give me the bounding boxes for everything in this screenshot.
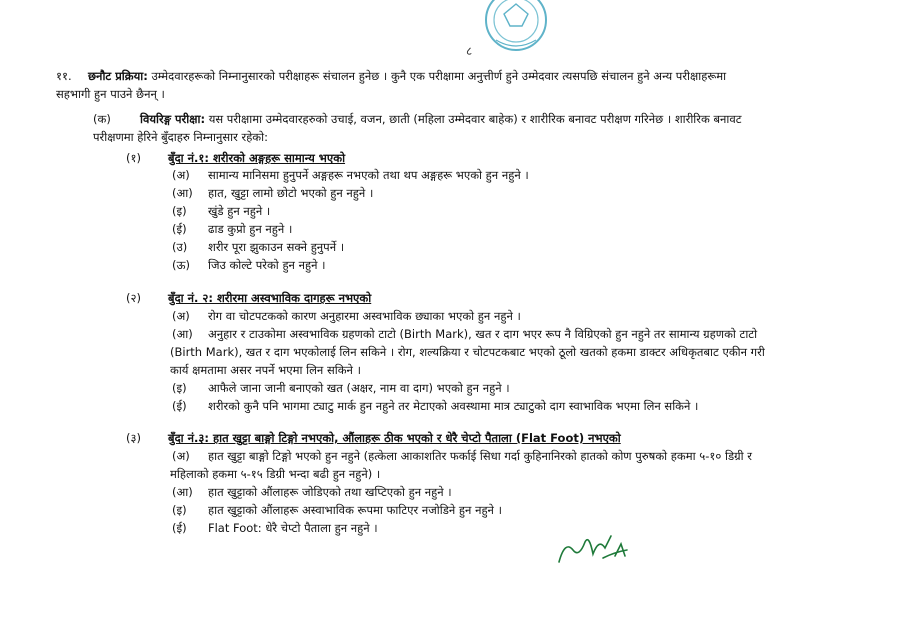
- point1-number: (१): [126, 151, 141, 165]
- ka-line1-text: यस परीक्षामा उम्मेदवारहरुको उचाई, वजन, छाती (महिला उम्मेदवार बाहेक) र शारीरिक बनावट परीक्षण गरिनेछ । शारीरिक बनावट: [208, 112, 742, 126]
- list-item: Flat Foot: धेरै चेप्टो पैताला हुन नहुने ।: [208, 521, 378, 535]
- list-item: रोग वा चोटपटकको कारण अनुहारमा अस्वभाविक छ्याका भएको हुन नहुने ।: [208, 309, 521, 323]
- list-item-label: (ई): [172, 222, 187, 236]
- list-item: हात खुट्टाको औंलाहरू अस्वाभाविक रूपमा फाटिएर नजोडिने हुन नहुने ।: [208, 503, 502, 517]
- point2-number: (२): [126, 291, 141, 305]
- list-item-label: (ऊ): [172, 258, 191, 272]
- ka-line2: परीक्षणमा हेरिने बुँदाहरु निम्नानुसार रहेको:: [93, 130, 268, 144]
- list-item: हात खुट्टा बाङ्गो टिङ्गो भएको हुन नहुने (हत्केला आकाशतिर फर्काई सिधा गर्दा कुहिनानिरको हातको कोण पुरुषको हकमा ५-१० डिग्री र: [208, 449, 752, 463]
- section-intro-line1: उम्मेदवारहरूको निम्नानुसारको परीक्षाहरू संचालन हुनेछ । कुनै एक परीक्षामा अनुत्तीर्ण हुने उम्मेदवार त्यसपछि संचालन हुने अन्य परीक्षाहरूमा: [151, 69, 727, 83]
- ka-title: वियरिङ्ग परीक्षा:: [140, 112, 206, 126]
- ka-line1: [140, 112, 742, 127]
- list-item: शरीरको कुनै पनि भागमा ट्याटु मार्क हुन नहुने तर मेटाएको अवस्थामा मात्र ट्याटुको दाग स्वाभाविक भएमा लिन सकिने ।: [208, 399, 699, 413]
- list-item-label: (आ): [172, 186, 193, 200]
- list-item: हात खुट्टाको औंलाहरू जोडिएको तथा खप्टिएको हुन नहुने ।: [208, 485, 452, 499]
- section-title: [88, 69, 726, 84]
- list-item: जिउ कोल्टे परेको हुन नहुने ।: [208, 258, 326, 272]
- point3-number: (३): [126, 431, 141, 445]
- page-number: ८: [466, 44, 473, 58]
- signature: [555, 528, 635, 570]
- section-number: ११.: [56, 69, 72, 83]
- list-item-label: (इ): [172, 204, 187, 218]
- point2-title: बुँदा नं. २: शरीरमा अस्वभाविक दागहरू नभएको: [168, 291, 372, 305]
- list-item: शरीर पूरा झुकाउन सक्ने हुनुपर्ने ।: [208, 240, 345, 254]
- list-item: अनुहार र टाउकोमा अस्वभाविक ग्रहणको टाटो (Birth Mark), खत र दाग भएर रूप नै विग्रिएको हुन नहुने तर सामान्य ग्रहणको टाटो: [208, 327, 758, 341]
- point1-title: बुँदा नं.१: शरीरको अङ्गहरू सामान्य भएको: [168, 151, 346, 165]
- section-title-label: छनौट प्रक्रिया:: [88, 69, 148, 83]
- section-intro-line2: सहभागी हुन पाउने छैनन् ।: [56, 87, 165, 101]
- list-item: सामान्य मानिसमा हुनुपर्ने अङ्गहरू नभएको तथा थप अङ्गहरू भएको हुन नहुने ।: [208, 168, 529, 182]
- list-item: हात, खुट्टा लामो छोटो भएको हुन नहुने ।: [208, 186, 374, 200]
- list-item: (Birth Mark), खत र दाग भएकोलाई लिन सकिने । रोग, शल्यक्रिया र चोटपटकबाट भएको ठूलो खतको हकमा डाक्टर अधिकृतबाट एकीन गरी: [170, 345, 765, 359]
- list-item-label: (अ): [172, 449, 190, 463]
- list-item-label: (इ): [172, 381, 187, 395]
- list-item-label: (अ): [172, 168, 190, 182]
- list-item-label: (ई): [172, 399, 187, 413]
- list-item-label: (इ): [172, 503, 187, 517]
- list-item: महिलाको हकमा ५-१५ डिग्री भन्दा बढी हुन नहुने) ।: [170, 467, 381, 481]
- list-item: आफैले जाना जानी बनाएको खत (अक्षर, नाम वा दाग) भएको हुन नहुने ।: [208, 381, 510, 395]
- list-item-label: (उ): [172, 240, 188, 254]
- list-item: खुंडे हुन नहुने ।: [208, 204, 271, 218]
- list-item: कार्य क्षमतामा असर नपर्ने भएमा लिन सकिने ।: [170, 363, 361, 377]
- office-seal-stamp: [476, 0, 556, 56]
- list-item-label: (अ): [172, 309, 190, 323]
- point3-title: बुँदा नं.३: हात खुट्टा बाङ्गो टिङ्गो नभएको, औंलाहरू ठीक भएको र धेरै चेप्टो पैताला (Flat Foot) नभएको: [168, 431, 621, 445]
- list-item-label: (आ): [172, 485, 193, 499]
- list-item-label: (ई): [172, 521, 187, 535]
- ka-label: (क): [93, 112, 111, 126]
- list-item: ढाड कुप्रो हुन नहुने ।: [208, 222, 293, 236]
- list-item-label: (आ): [172, 327, 193, 341]
